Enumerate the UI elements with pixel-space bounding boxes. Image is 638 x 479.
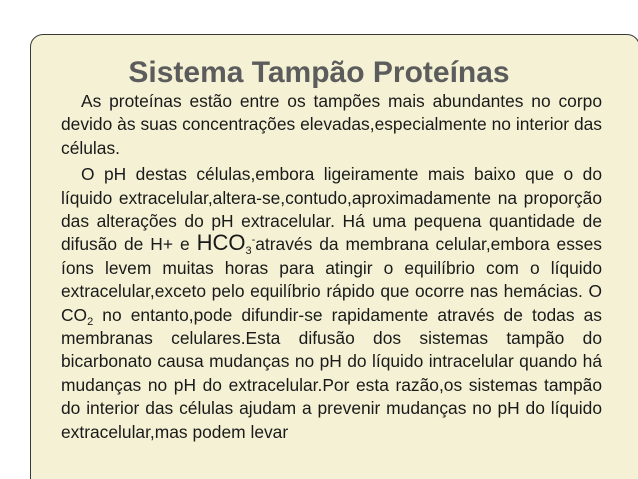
bicarbonate-superscript: -	[251, 234, 256, 247]
paragraph-2	[61, 163, 602, 444]
bicarbonate-subscript: 3	[245, 245, 252, 258]
paragraph-1: As proteínas estão entre os tampões mais abundantes no corpo devido às suas concentrações elevadas,especialmente no interior das células.	[61, 91, 602, 158]
slide-body	[61, 90, 602, 447]
paragraph-2-part-3: no entanto,pode difundir-se rapidamente através de todas as membranas celulares.Esta difusão dos sistemas tampão do bicarbonato causa mudanças no pH do líquido intracelular quando há mudanças no pH do extracelular.Por esta razão,os sistemas tampão do interior das células ajudam a prevenir mudanças no pH do líquido extracelular,mas podem levar	[61, 304, 602, 442]
paragraph-2-part-1: O pH destas células,embora ligeiramente mais baixo que o do líquido extracelular,altera-se,contudo,aproximadamente na proporção das alterações do pH extracelular. Há uma pequena quantidade de difusão de H+ e	[61, 164, 602, 255]
slide-title: Sistema Tampão Proteínas	[128, 56, 510, 89]
paragraph-2-part-2: através da membrana celular,embora esses íons levem muitas horas para atingir o equilíbrio com o líquido extracelular,exceto pelo equilíbrio rápido que ocorre nas hemácias. O CO	[61, 234, 602, 325]
co2-subscript: 2	[87, 315, 94, 328]
bicarbonate-formula	[196, 230, 256, 258]
bicarbonate-base: HCO	[196, 230, 246, 256]
